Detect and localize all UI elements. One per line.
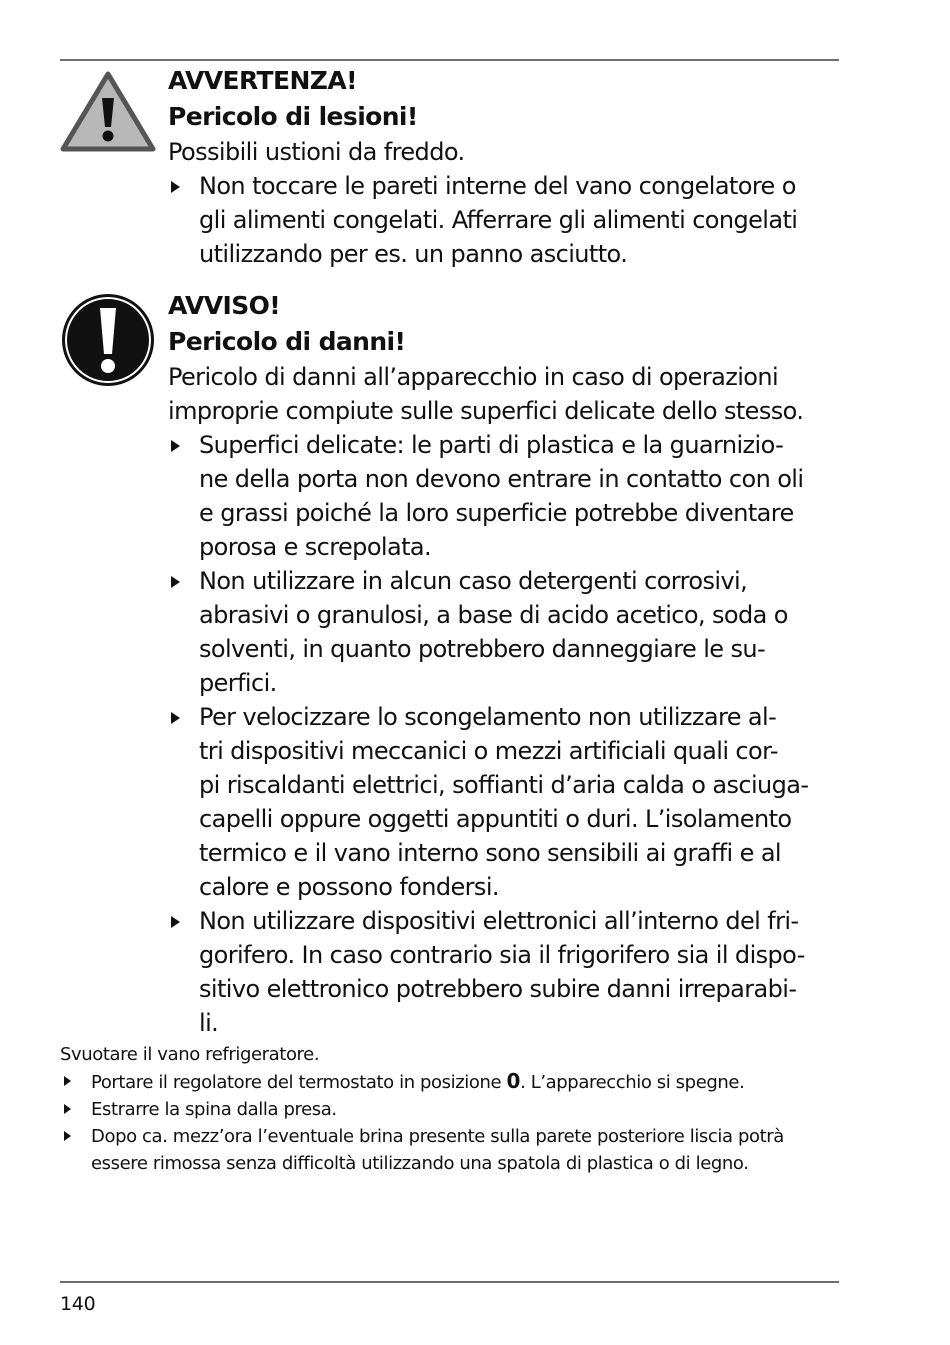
notice-subtitle: Pericolo di danni! [168,327,406,356]
bullet-line: solventi, in quanto potrebbero danneggiare le su- [199,635,766,663]
warning-bullet [168,169,848,271]
bullet-arrow-icon [171,440,180,452]
bullet-line: porosa e screpolata. [199,533,432,561]
bullet-line: abrasivi o granulosi, a base di acido acetico, soda o [199,601,788,629]
notice-bullet [168,428,848,564]
warning-block [168,63,848,271]
bullet-arrow-icon [171,712,180,724]
notice-block [168,288,848,1040]
bullet-line: e grassi poiché la loro superficie potrebbe diventare [199,499,794,527]
exclamation-circle-icon [60,292,156,388]
instruction-step [60,1096,860,1123]
page-number: 140 [60,1293,96,1315]
bullet-line: Non utilizzare in alcun caso detergenti corrosivi, [199,567,748,595]
thermostat-zero-symbol: 0 [506,1069,521,1093]
bullet-arrow-icon [171,916,180,928]
bullet-arrow-icon [171,576,180,588]
bottom-rule [60,1281,839,1283]
notice-title: AVVISO! [168,291,281,320]
step-text: Portare il regolatore del termostato in posizione [91,1072,507,1093]
bullet-line: ne della porta non devono entrare in contatto con oli [199,465,804,493]
bullet-line: Non utilizzare dispositivi elettronici all’interno del fri- [199,907,799,935]
notice-bullet [168,564,848,700]
bullet-line: calore e possono fondersi. [199,873,499,901]
bullet-line: gli alimenti congelati. Afferrare gli alimenti congelati [199,206,798,234]
notice-bullet [168,904,848,1040]
bullet-arrow-icon [64,1104,71,1114]
bullet-arrow-icon [64,1131,71,1141]
bullet-line: tri dispositivi meccanici o mezzi artificiali quali cor- [199,737,778,765]
bullet-arrow-icon [171,181,180,193]
warning-subtitle: Pericolo di lesioni! [168,102,418,131]
bullet-line: termico e il vano interno sono sensibili ai graffi e al [199,839,782,867]
bullet-line [91,1068,860,1096]
instruction-step [60,1068,860,1096]
bullet-line: Dopo ca. mezz’ora l’eventuale brina presente sulla parete posteriore liscia potrà [91,1126,784,1147]
top-rule [60,59,839,61]
bullet-arrow-icon [64,1076,71,1086]
notice-text: improprie compiute sulle superfici delicate dello stesso. [168,397,804,425]
warning-title: AVVERTENZA! [168,66,357,95]
bullet-line: gorifero. In caso contrario sia il frigorifero sia il dispo- [199,941,805,969]
bullet-line: Per velocizzare lo scongelamento non utilizzare al- [199,703,777,731]
notice-text: Pericolo di danni all’apparecchio in caso di operazioni [168,363,779,391]
bullet-line: capelli oppure oggetti appuntiti o duri. L’isolamento [199,805,792,833]
notice-bullet [168,700,848,904]
bullet-line: sitivo elettronico potrebbero subire danni irreparabi- [199,975,797,1003]
bullet-line: perfici. [199,669,277,697]
step-text: . L’apparecchio si spegne. [520,1072,745,1093]
bullet-line: Non toccare le pareti interne del vano congelatore o [199,172,796,200]
instructions-intro: Svuotare il vano refrigeratore. [60,1044,320,1065]
bullet-line: li. [199,1009,219,1037]
bullet-line: Estrarre la spina dalla presa. [91,1099,337,1120]
bullet-line: pi riscaldanti elettrici, soffianti d’aria calda o asciuga- [199,771,809,799]
instruction-step [60,1123,860,1177]
bullet-line: essere rimossa senza difficoltà utilizzando una spatola di plastica o di legno. [91,1153,749,1174]
warning-triangle-icon [60,70,156,152]
instructions [60,1041,860,1177]
bullet-line: Superfici delicate: le parti di plastica e la guarnizio- [199,431,784,459]
warning-text: Possibili ustioni da freddo. [168,138,465,166]
bullet-line: utilizzando per es. un panno asciutto. [199,240,628,268]
